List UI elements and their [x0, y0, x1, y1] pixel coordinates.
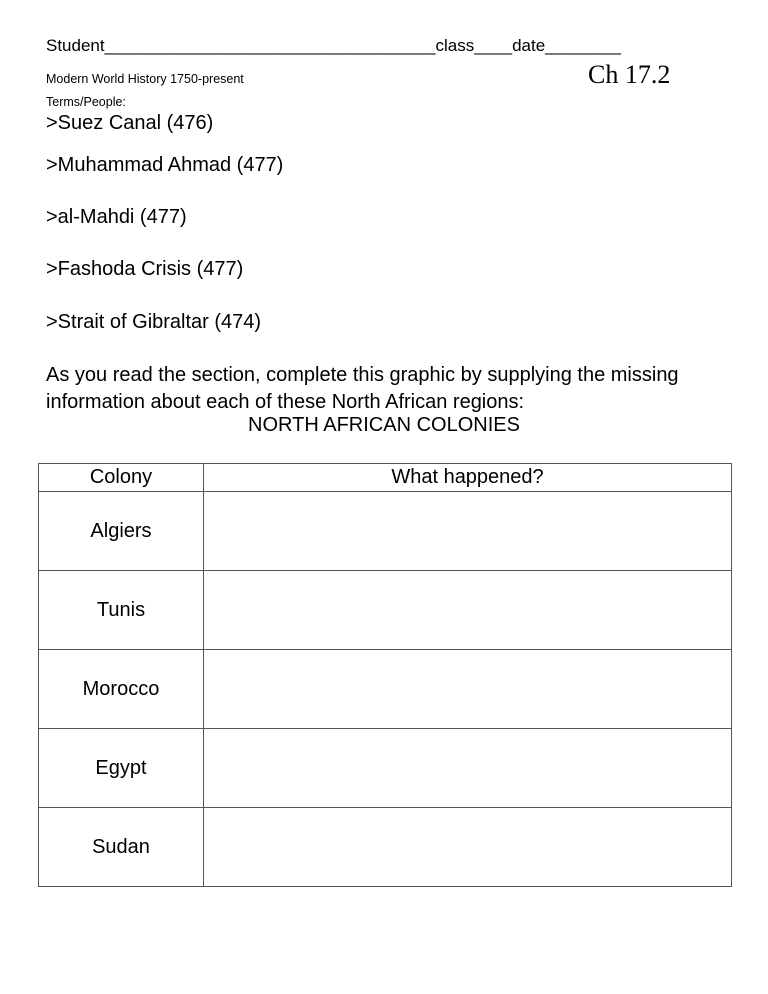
terms-label: Terms/People:: [46, 95, 126, 109]
answer-cell[interactable]: [204, 729, 732, 808]
colony-name: Sudan: [39, 808, 204, 887]
colony-name: Morocco: [39, 650, 204, 729]
table-row: [39, 729, 732, 808]
table-title: NORTH AFRICAN COLONIES: [248, 414, 520, 436]
table-header-row: [39, 464, 732, 492]
course-name: Modern World History 1750-present: [46, 72, 244, 86]
table-row: [39, 492, 732, 571]
colonies-table: [38, 463, 732, 887]
answer-cell[interactable]: [204, 650, 732, 729]
what-happened-header: What happened?: [204, 464, 732, 492]
colony-name: Algiers: [39, 492, 204, 571]
chapter-number: Ch 17.2: [588, 60, 671, 89]
colony-name: Egypt: [39, 729, 204, 808]
term-item: >Fashoda Crisis (477): [46, 258, 244, 280]
colony-header: Colony: [39, 464, 204, 492]
answer-cell[interactable]: [204, 808, 732, 887]
table-row: [39, 650, 732, 729]
term-item: >al-Mahdi (477): [46, 206, 187, 228]
colony-name: Tunis: [39, 571, 204, 650]
table-row: [39, 808, 732, 887]
instructions: As you read the section, complete this graphic by supplying the missing information about each of these North African regions:: [46, 364, 679, 413]
table-row: [39, 571, 732, 650]
term-item: >Suez Canal (476): [46, 112, 214, 134]
student-class-date-line: Student___________________________________class____date________: [46, 36, 621, 55]
answer-cell[interactable]: [204, 492, 732, 571]
term-item: >Strait of Gibraltar (474): [46, 311, 262, 333]
answer-cell[interactable]: [204, 571, 732, 650]
term-item: >Muhammad Ahmad (477): [46, 154, 284, 176]
